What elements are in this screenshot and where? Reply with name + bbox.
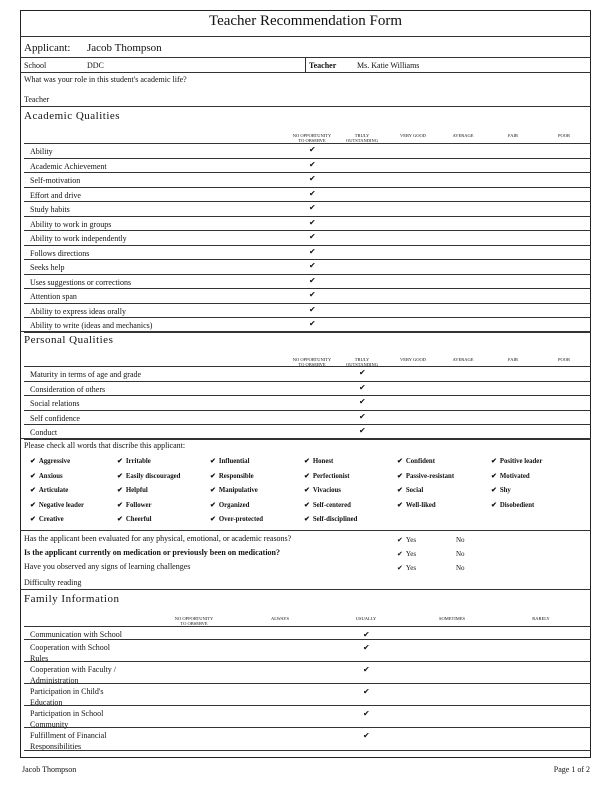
descriptor-label: Follower: [125, 501, 152, 509]
descriptor-checkbox[interactable]: [117, 472, 180, 480]
column-header: POOR: [557, 133, 571, 138]
checked-icon: ✔: [30, 471, 36, 480]
rating-check-icon[interactable]: ✔: [363, 630, 370, 639]
descriptor-label: Vivacious: [312, 487, 341, 494]
table-row-label: Attention span: [30, 292, 77, 301]
table-row-label: Uses suggestions or corrections: [30, 277, 132, 287]
table-row-divider: [24, 424, 591, 425]
checked-icon: ✔: [397, 550, 403, 558]
rating-check-icon[interactable]: ✔: [363, 687, 370, 696]
descriptor-checkbox[interactable]: [210, 515, 263, 523]
yes-label: Yes: [405, 536, 417, 544]
table-row-label: Social relations: [30, 399, 80, 408]
checked-icon: ✔: [30, 457, 36, 465]
descriptor-checkbox[interactable]: [491, 472, 530, 480]
descriptor-checkbox[interactable]: [491, 486, 511, 494]
descriptor-label: Shy: [499, 487, 511, 494]
checked-icon: ✔: [397, 536, 403, 544]
question-text: Has the applicant been evaluated for any physical, emotional, or academic reasons?: [24, 534, 292, 543]
divider: [20, 530, 591, 531]
column-header: POOR: [557, 357, 571, 362]
checked-icon: ✔: [210, 515, 216, 523]
descriptor-checkbox[interactable]: [30, 486, 68, 494]
words-prompt: Please check all words that discribe this applicant:: [24, 441, 186, 450]
checked-icon: ✔: [304, 515, 310, 523]
table-row-label: Seeks help: [30, 263, 65, 272]
checked-icon: ✔: [117, 457, 123, 465]
divider: [20, 106, 591, 107]
rating-check-icon[interactable]: ✔: [309, 188, 316, 198]
divider: [20, 72, 591, 73]
rating-check-icon[interactable]: ✔: [309, 145, 316, 154]
table-row-label: Self-motivation: [30, 176, 81, 185]
footer-name: Jacob Thompson: [22, 765, 77, 774]
table-row-label: Effort and drive: [30, 190, 81, 200]
column-header: VERY GOOD: [400, 133, 426, 138]
divider: [305, 57, 306, 72]
checked-icon: ✔: [210, 486, 216, 494]
checked-icon: ✔: [397, 471, 403, 480]
descriptor-label: Cheerful: [125, 516, 152, 523]
descriptor-label: Disobedient: [499, 501, 535, 509]
table-row-divider: [24, 172, 591, 173]
table-row-label: Communication with School: [30, 630, 122, 639]
checked-icon: ✔: [397, 486, 403, 494]
table-row-divider: [24, 683, 591, 684]
descriptor-checkbox[interactable]: [491, 457, 542, 465]
checked-icon: ✔: [304, 486, 310, 494]
descriptor-label: Negative leader: [38, 501, 84, 509]
descriptor-checkbox[interactable]: [304, 472, 350, 480]
checked-icon: ✔: [304, 500, 310, 509]
descriptor-label: Organized: [218, 501, 250, 509]
table-row-label: Participation in Child's Education: [30, 687, 104, 707]
teacher-value: Ms. Katie Williams: [357, 61, 420, 70]
checked-icon: ✔: [117, 486, 123, 494]
table-row-divider: [24, 395, 591, 396]
table-row-divider: [24, 303, 591, 304]
checked-icon: ✔: [117, 500, 123, 509]
column-header: VERY GOOD: [400, 357, 426, 362]
column-header: ALWAYS: [270, 616, 290, 621]
table-row-label: Ability to write (ideas and mechanics): [30, 321, 153, 330]
descriptor-checkbox[interactable]: [117, 486, 148, 494]
descriptor-label: Anxious: [38, 472, 63, 480]
no-option[interactable]: No: [456, 550, 465, 558]
checked-icon: ✔: [397, 500, 403, 509]
descriptor-label: Motivated: [499, 472, 530, 480]
rating-check-icon[interactable]: ✔: [309, 217, 316, 227]
table-row-label: Follows directions: [30, 248, 90, 258]
descriptor-label: Creative: [38, 516, 64, 523]
descriptor-checkbox[interactable]: [117, 457, 151, 465]
no-option[interactable]: No: [456, 536, 465, 544]
table-row-label: Maturity in terms of age and grade: [30, 370, 142, 379]
family-section-title: Family Information: [24, 593, 120, 605]
descriptor-label: Well-liked: [405, 501, 436, 509]
column-header: AVERAGE: [452, 133, 474, 138]
rating-check-icon[interactable]: ✔: [309, 304, 316, 314]
descriptor-label: Social: [405, 487, 424, 494]
table-row-divider: [24, 158, 591, 159]
checked-icon: ✔: [30, 515, 36, 523]
table-row-divider: [24, 230, 591, 231]
checked-icon: ✔: [397, 564, 403, 572]
table-row-divider: [24, 187, 591, 188]
table-row-label: Fulfillment of Financial Responsibilities: [30, 731, 107, 751]
table-row-divider: [24, 259, 591, 260]
column-header: FAIR: [508, 357, 518, 362]
rating-check-icon[interactable]: ✔: [309, 246, 316, 256]
descriptor-label: Articulate: [38, 487, 69, 494]
descriptor-checkbox[interactable]: [117, 515, 152, 523]
rating-check-icon[interactable]: ✔: [309, 203, 316, 212]
checked-icon: ✔: [491, 486, 497, 494]
column-header: SOMETIMES: [438, 616, 466, 621]
descriptor-checkbox[interactable]: [30, 472, 63, 480]
teacher-label: Teacher: [309, 61, 337, 70]
checked-icon: ✔: [304, 457, 310, 465]
checked-icon: ✔: [117, 515, 123, 523]
descriptor-checkbox[interactable]: [397, 501, 436, 509]
school-value: DDC: [87, 61, 104, 70]
table-row-divider: [24, 705, 591, 706]
rating-check-icon[interactable]: ✔: [309, 232, 316, 241]
descriptor-label: Confident: [405, 458, 435, 465]
checked-icon: ✔: [117, 471, 123, 480]
checked-icon: ✔: [397, 457, 403, 465]
table-row-label: Study habits: [30, 205, 70, 214]
table-row-divider: [24, 750, 591, 751]
footer-page: Page 1 of 2: [553, 765, 590, 774]
table-row-divider: [24, 245, 591, 246]
rating-check-icon[interactable]: ✔: [359, 382, 366, 392]
question-text: Have you observed any signs of learning challenges: [24, 562, 191, 571]
applicant-label: Applicant:: [24, 42, 71, 54]
rating-check-icon[interactable]: ✔: [363, 731, 370, 740]
descriptor-checkbox[interactable]: [30, 457, 70, 465]
descriptor-label: Over-protected: [218, 516, 264, 523]
descriptor-label: Helpful: [125, 487, 148, 494]
yes-label: Yes: [405, 550, 417, 558]
divider: [20, 589, 591, 590]
descriptor-checkbox[interactable]: [397, 457, 435, 465]
descriptor-label: Aggressive: [38, 458, 71, 465]
table-row-divider: [24, 661, 591, 662]
role-answer: Teacher: [24, 95, 50, 104]
descriptor-checkbox[interactable]: [210, 457, 249, 465]
rating-check-icon[interactable]: ✔: [363, 709, 370, 718]
yes-option[interactable]: [397, 550, 416, 558]
no-option[interactable]: No: [456, 564, 465, 572]
divider: [20, 36, 591, 37]
rating-check-icon[interactable]: ✔: [309, 319, 316, 328]
rating-check-icon[interactable]: ✔: [309, 261, 316, 270]
applicant-name: Jacob Thompson: [87, 42, 162, 54]
descriptor-label: Easily discouraged: [125, 472, 181, 480]
descriptor-checkbox[interactable]: [30, 515, 64, 523]
table-row-label: Conduct: [30, 428, 58, 437]
column-header: FAIR: [508, 133, 518, 138]
descriptor-checkbox[interactable]: [304, 501, 351, 509]
column-header: NO OPPORTUNITY TO OBSERVE: [174, 616, 214, 626]
rating-check-icon[interactable]: ✔: [359, 411, 366, 421]
table-row-divider: [24, 201, 591, 202]
checked-icon: ✔: [30, 500, 36, 509]
yes-option[interactable]: [397, 564, 416, 572]
personal-section-title: Personal Qualities: [24, 334, 114, 346]
yes-label: Yes: [405, 564, 417, 572]
descriptor-label: Influential: [218, 458, 250, 465]
rating-check-icon[interactable]: ✔: [359, 426, 366, 435]
table-row-divider: [24, 727, 591, 728]
descriptor-label: Irritable: [125, 458, 151, 465]
rating-check-icon[interactable]: ✔: [309, 290, 316, 299]
descriptor-label: Perfectionist: [312, 472, 350, 480]
rating-check-icon[interactable]: ✔: [363, 643, 370, 652]
checked-icon: ✔: [210, 457, 216, 465]
descriptor-checkbox[interactable]: [117, 501, 152, 509]
table-row-label: Cooperation with School Rules: [30, 643, 110, 663]
table-row-divider: [24, 216, 591, 217]
descriptor-label: Honest: [312, 458, 334, 465]
checked-icon: ✔: [491, 457, 497, 465]
divider: [20, 438, 591, 439]
column-header: USUALLY: [355, 616, 377, 621]
column-header: NO OPPORTUNITY TO OBSERVE: [292, 133, 332, 143]
divider: [20, 331, 591, 332]
descriptor-label: Self-centered: [312, 501, 351, 509]
checked-icon: ✔: [491, 471, 497, 480]
rating-check-icon[interactable]: ✔: [309, 159, 316, 169]
table-row-label: Participation in School Community: [30, 709, 104, 729]
table-row-divider: [24, 317, 591, 318]
descriptor-checkbox[interactable]: [304, 486, 341, 494]
descriptor-checkbox[interactable]: [397, 472, 454, 480]
table-row-label: Ability: [30, 147, 53, 156]
school-label: School: [24, 61, 47, 70]
form-title: Teacher Recommendation Form: [208, 13, 403, 29]
column-header: TRULY OUTSTANDING: [346, 133, 378, 143]
academic-section-title: Academic Qualities: [24, 110, 121, 122]
descriptor-label: Positive leader: [499, 458, 543, 465]
checked-icon: ✔: [210, 500, 216, 509]
checked-icon: ✔: [304, 471, 310, 480]
descriptor-checkbox[interactable]: [210, 472, 254, 480]
table-row-divider: [24, 274, 591, 275]
column-header: RARELY: [532, 616, 550, 621]
table-row-label: Consideration of others: [30, 384, 106, 394]
rating-check-icon[interactable]: ✔: [359, 397, 366, 406]
column-header: AVERAGE: [452, 357, 474, 362]
checked-icon: ✔: [491, 500, 497, 509]
descriptor-checkbox[interactable]: [210, 501, 249, 509]
descriptor-label: Self-disciplined: [312, 516, 358, 523]
table-row-divider: [24, 366, 591, 367]
table-row-label: Ability to work in groups: [30, 219, 112, 229]
column-header: TRULY OUTSTANDING: [346, 357, 378, 367]
rating-check-icon[interactable]: ✔: [359, 368, 366, 377]
descriptor-checkbox[interactable]: [304, 515, 357, 523]
table-row-divider: [24, 626, 591, 627]
descriptor-checkbox[interactable]: [210, 486, 258, 494]
descriptor-label: Responsible: [218, 472, 254, 480]
table-row-label: Cooperation with Faculty / Administration: [30, 665, 116, 685]
table-row-label: Ability to work independently: [30, 234, 127, 243]
table-row-label: Ability to express ideas orally: [30, 306, 126, 316]
descriptor-label: Manipulative: [218, 487, 258, 494]
table-row-label: Academic Achievement: [30, 161, 107, 171]
checked-icon: ✔: [30, 486, 36, 494]
rating-check-icon[interactable]: ✔: [309, 174, 316, 183]
table-row-divider: [24, 381, 591, 382]
question-text: Is the applicant currently on medication or previously been on medication?: [24, 548, 281, 557]
rating-check-icon[interactable]: ✔: [363, 665, 370, 674]
table-row-divider: [24, 410, 591, 411]
table-row-divider: [24, 639, 591, 640]
descriptor-checkbox[interactable]: [397, 486, 423, 494]
descriptor-label: Passive-resistant: [405, 472, 455, 480]
descriptor-checkbox[interactable]: [491, 501, 534, 509]
column-header: NO OPPORTUNITY TO OBSERVE: [292, 357, 332, 367]
learning-note: Difficulty reading: [24, 578, 82, 587]
role-question: What was your role in this student's academic life?: [24, 75, 187, 84]
descriptor-checkbox[interactable]: [30, 501, 84, 509]
table-row-divider: [24, 143, 591, 144]
table-row-label: Self confidence: [30, 413, 80, 423]
table-row-divider: [24, 288, 591, 289]
checked-icon: ✔: [210, 471, 216, 480]
rating-check-icon[interactable]: ✔: [309, 275, 316, 285]
yes-option[interactable]: [397, 536, 416, 544]
descriptor-checkbox[interactable]: [304, 457, 333, 465]
